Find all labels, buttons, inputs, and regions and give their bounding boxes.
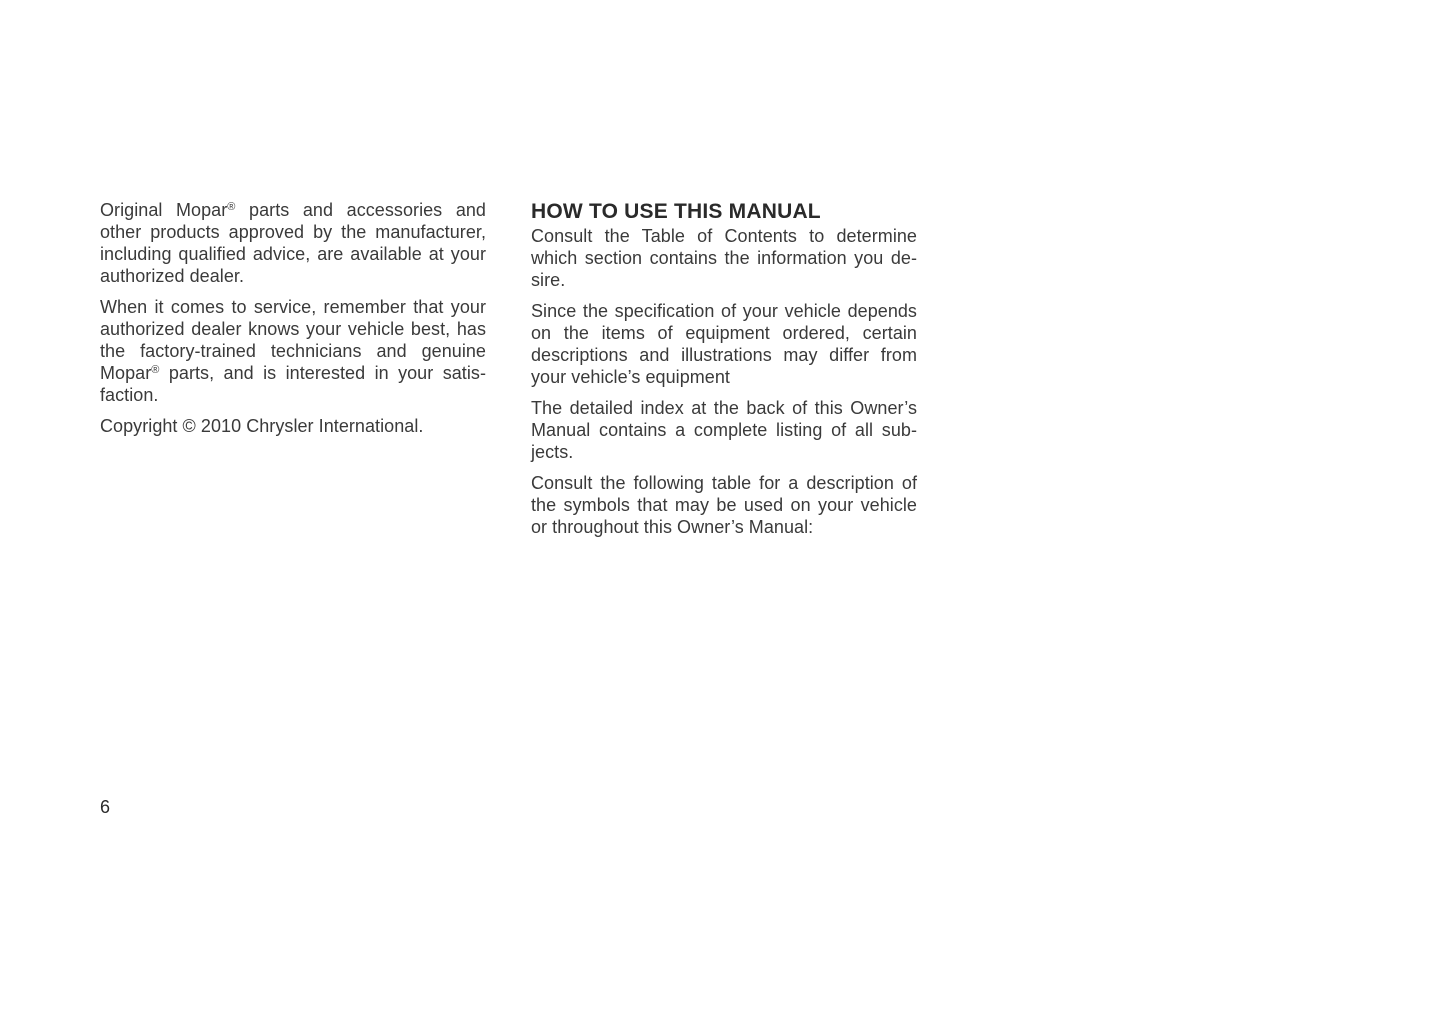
service-text-end: parts, and is interested in your satis-faction. xyxy=(100,363,486,405)
table-of-contents-paragraph: Consult the Table of Contents to determine which section contains the information you de-sire. xyxy=(531,226,917,290)
left-column xyxy=(100,199,486,446)
service-text-start: When it comes to service, remember that your authorized dealer knows your vehicle best, has the factory-trained technicians and genuine Mopar xyxy=(100,297,486,383)
specification-paragraph: Since the specification of your vehicle depends on the items of equipment ordered, certain descriptions and illustrations may differ from your vehicle’s equipment xyxy=(531,301,917,387)
registered-mark: ® xyxy=(227,201,236,213)
copyright-notice: Copyright © 2010 Chrysler International. xyxy=(100,416,424,436)
symbols-paragraph: Consult the following table for a description of the symbols that may be used on your vehicle or throughout this Owner’s Manual: xyxy=(531,473,917,537)
registered-mark: ® xyxy=(151,364,160,376)
page-number: 6 xyxy=(100,797,111,817)
index-paragraph: The detailed index at the back of this Owner’s Manual contains a complete listing of all sub-jects. xyxy=(531,398,917,462)
section-heading: HOW TO USE THIS MANUAL xyxy=(531,200,821,223)
mopar-parts-text-start: Original Mopar xyxy=(100,200,228,220)
mopar-parts-paragraph xyxy=(100,199,486,287)
mopar-parts-text-end: parts and accessories and other products approved by the manufacturer, including qualified advice, are available at your authorized dealer. xyxy=(100,200,486,286)
right-column xyxy=(531,199,917,547)
service-paragraph xyxy=(100,296,486,406)
